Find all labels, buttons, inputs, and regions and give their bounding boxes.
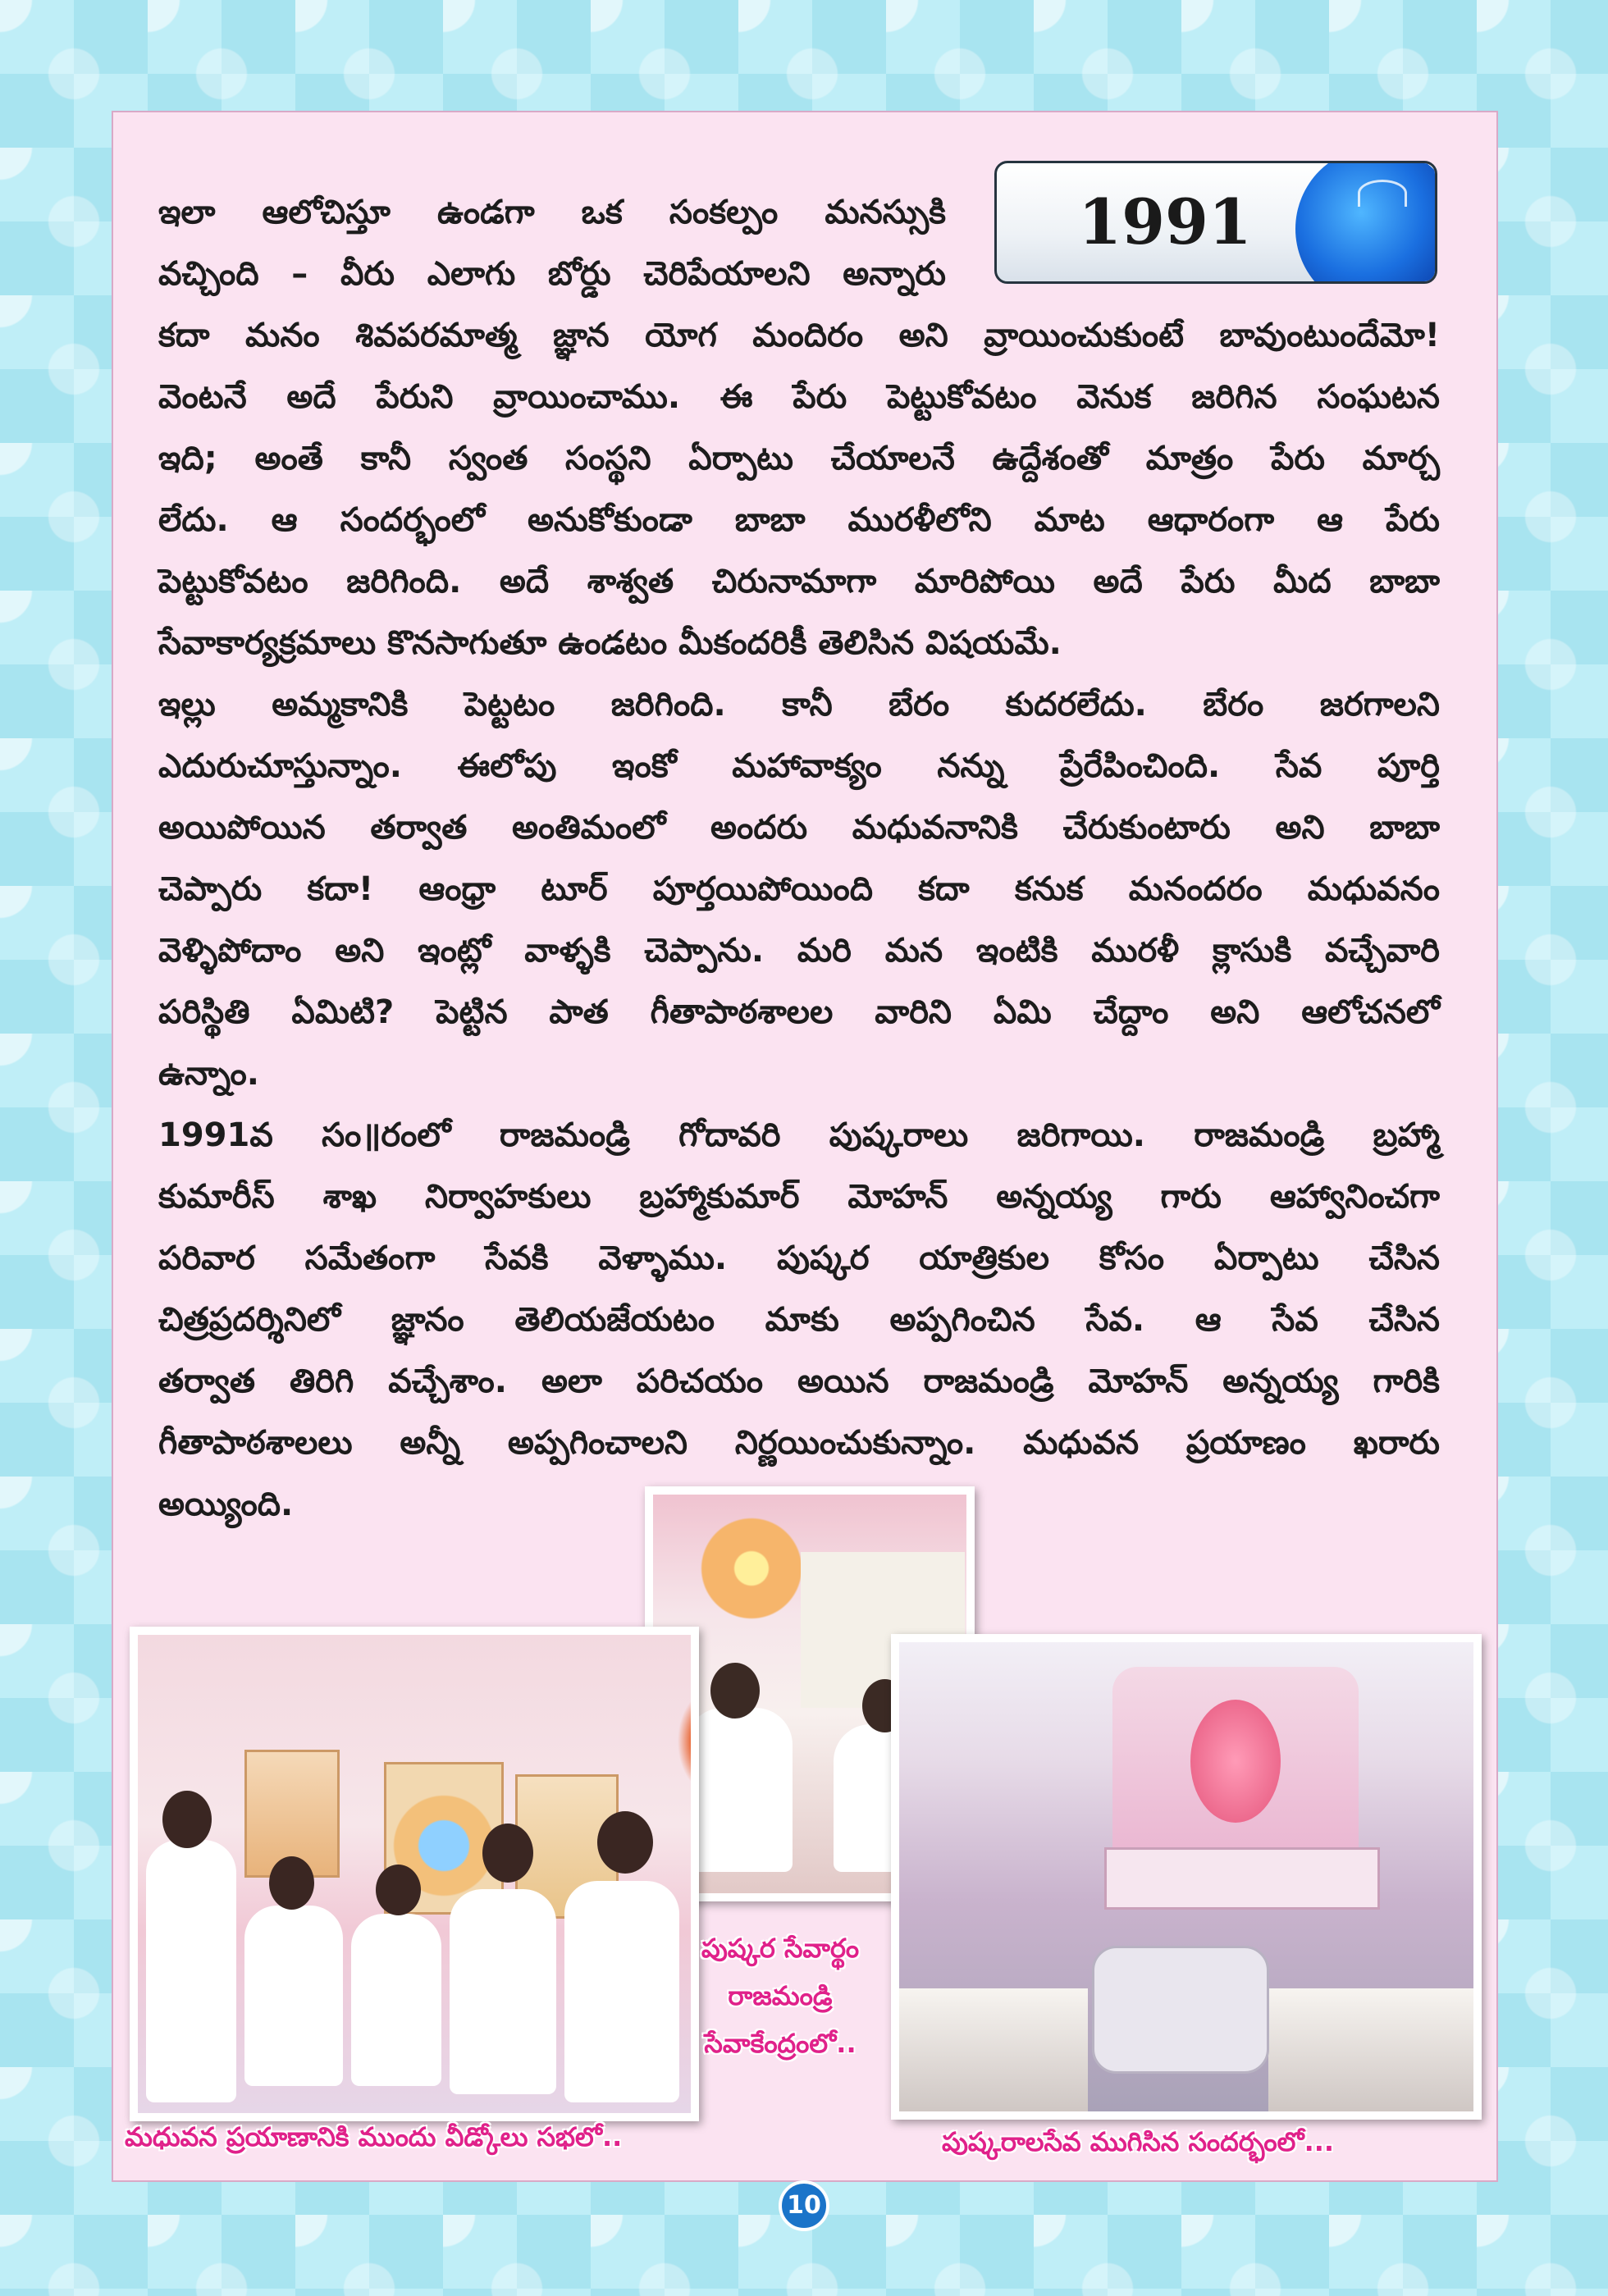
text-line: 1991వ సం॥రంలో రాజమండ్రి గోదావరి పుష్కరాలు జరిగాయి. రాజమండ్రి బ్రహ్మా <box>158 1116 1440 1154</box>
caption-center <box>678 1924 883 2067</box>
text-line: ఇల్లు అమ్మకానికి పెట్టటం జరిగింది. కానీ బేరం కుదరలేదు. బేరం జరగాలని <box>158 686 1440 723</box>
page-number: 10 <box>779 2180 829 2231</box>
caption-left: మధువన ప్రయాణానికి ముందు వీడ్కోలు సభలో.. <box>125 2121 623 2152</box>
paragraph-3 <box>158 1105 1440 1536</box>
body-text <box>158 305 1440 1536</box>
text-line: ఇది; అంతే కానీ స్వంత సంస్థని ఏర్పాటు చేయాలనే ఉద్దేశంతో మాత్రం పేరు మార్చ <box>158 440 1440 477</box>
photo-pushkaram-gate <box>891 1634 1482 2120</box>
intro-text <box>158 182 946 305</box>
badge-logo-icon <box>1358 180 1407 207</box>
year-label: 1991 <box>1078 185 1252 258</box>
text-line: గీతాపాఠశాలలు అన్నీ అప్పగించాలని నిర్ణయించుకున్నాం. మధువన ప్రయాణం ఖరారు <box>158 1424 1440 1462</box>
year-badge <box>994 161 1437 284</box>
text-line: పెట్టుకోవటం జరిగింది. అదే శాశ్వత చిరునామాగా మారిపోయి అదే పేరు మీద బాబా <box>158 563 1440 600</box>
text-line: ఉన్నాం. <box>158 1055 259 1093</box>
paragraph-1 <box>158 305 1440 674</box>
text-line: ఇలా ఆలోచిస్తూ ఉండగా ఒక సంకల్పం మనస్సుకి <box>158 194 946 231</box>
text-line: వెంటనే అదే పేరుని వ్రాయించాము. ఈ పేరు పెట్టుకోవటం వెనుక జరిగిన సంఘటన <box>158 378 1440 416</box>
text-line: పరివార సమేతంగా సేవకి వెళ్ళాము. పుష్కర యాత్రికుల కోసం ఏర్పాటు చేసిన <box>158 1239 1440 1277</box>
text-line: పరిస్థితి ఏమిటి? పెట్టిన పాత గీతాపాఠశాలల వారిని ఏమి చేద్దాం అని ఆలోచనలో <box>158 993 1440 1031</box>
paragraph-2 <box>158 674 1440 1105</box>
text-line: చెప్పారు కదా! ఆంధ్రా టూర్ పూర్తయిపోయింది కదా కనుక మనందరం మధువనం <box>158 870 1440 908</box>
text-line: వెళ్ళిపోదాం అని ఇంట్లో వాళ్ళకి చెప్పాను. మరి మన ఇంటికి మురళీ క్లాసుకి వచ్చేవారి <box>158 932 1440 970</box>
text-line: ఎదురుచూస్తున్నాం. ఈలోపు ఇంకో మహావాక్యం నన్ను ప్రేరేపించింది. సేవ పూర్తి <box>158 747 1440 785</box>
text-line: సేవాకార్యక్రమాలు కొనసాగుతూ ఉండటం మీకందరికీ తెలిసిన విషయమే. <box>158 624 1062 662</box>
text-line: తర్వాత తిరిగి వచ్చేశాం. అలా పరిచయం అయిన రాజమండ్రి మోహన్ అన్నయ్య గారికి <box>158 1363 1440 1400</box>
caption-line: రాజమండ్రి <box>728 1980 833 2011</box>
text-line: కదా మనం శివపరమాత్మ జ్ఞాన యోగ మందిరం అని వ్రాయించుకుంటే బావుంటుందేమో! <box>158 317 1440 354</box>
text-line: వచ్చింది – వీరు ఎలాగు బోర్డు చెరిపేయాలని అన్నారు <box>158 255 946 293</box>
photo-farewell-meeting <box>130 1627 699 2121</box>
text-line: చిత్రప్రదర్శినిలో జ్ఞానం తెలియజేయటం మాకు అప్పగించిన సేవ. ఆ సేవ చేసిన <box>158 1301 1440 1339</box>
text-line: లేదు. ఆ సందర్భంలో అనుకోకుండా బాబా మురళీలోని మాట ఆధారంగా ఆ పేరు <box>158 501 1440 539</box>
caption-right: పుష్కరాలసేవ ముగిసిన సందర్భంలో... <box>942 2126 1335 2157</box>
text-line: అయ్యింది. <box>158 1486 294 1523</box>
text-line: కుమారీస్ శాఖ నిర్వాహకులు బ్రహ్మాకుమార్ మోహన్ అన్నయ్య గారు ఆహ్వానించగా <box>158 1178 1440 1216</box>
caption-line: పుష్కర సేవార్థం <box>701 1933 860 1964</box>
caption-line: సేవాకేంద్రంలో.. <box>704 2028 857 2059</box>
text-line: అయిపోయిన తర్వాత అంతిమంలో అందరు మధువనానికి చేరుకుంటారు అని బాబా <box>158 809 1440 847</box>
